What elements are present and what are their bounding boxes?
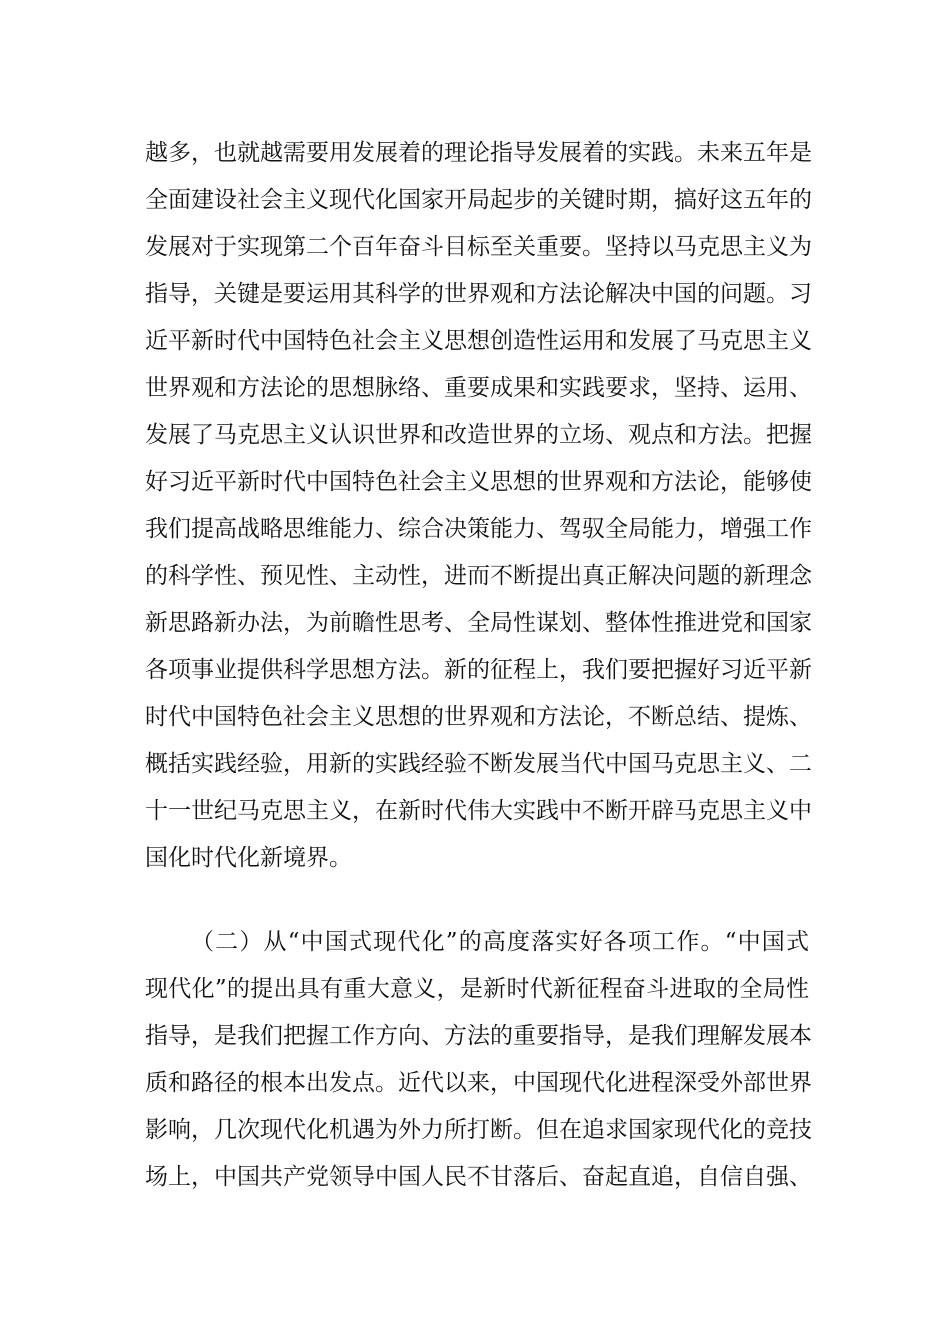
text-line: 的科学性、预见性、主动性，进而不断提出真正解决问题的新理念 bbox=[145, 563, 812, 589]
text-line: 发展了马克思主义认识世界和改造世界的立场、观点和方法。把握 bbox=[145, 422, 812, 448]
paragraph-section-two bbox=[145, 919, 812, 1201]
text-line: 越多，也就越需要用发展着的理论指导发展着的实践。未来五年是 bbox=[145, 140, 812, 166]
text-line: 指导，是我们把握工作方向、方法的重要指导，是我们理解发展本 bbox=[145, 1023, 812, 1049]
text-line: 质和路径的根本出发点。近代以来，中国现代化进程深受外部世界 bbox=[145, 1070, 812, 1096]
text-line: 我们提高战略思维能力、综合决策能力、驾驭全局能力，增强工作 bbox=[145, 516, 812, 542]
text-line: 国化时代化新境界。 bbox=[145, 845, 352, 871]
text-line: 新思路新办法，为前瞻性思考、全局性谋划、整体性推进党和国家 bbox=[145, 610, 812, 636]
text-line: 全面建设社会主义现代化国家开局起步的关键时期，搞好这五年的 bbox=[145, 187, 812, 213]
text-line: 指导，关键是要运用其科学的世界观和方法论解决中国的问题。习 bbox=[145, 281, 812, 307]
text-line: 场上，中国共产党领导中国人民不甘落后、奋起直追，自信自强、 bbox=[145, 1164, 812, 1190]
text-line: 十一世纪马克思主义，在新时代伟大实践中不断开辟马克思主义中 bbox=[145, 798, 812, 824]
text-line: 世界观和方法论的思想脉络、重要成果和实践要求，坚持、运用、 bbox=[145, 375, 812, 401]
text-line: 现代化”的提出具有重大意义，是新时代新征程奋斗进取的全局性 bbox=[145, 976, 809, 1002]
paragraph-continuation bbox=[145, 130, 812, 882]
text-line: 概括实践经验，用新的实践经验不断发展当代中国马克思主义、二 bbox=[145, 751, 812, 777]
text-line: 影响，几次现代化机遇为外力所打断。但在追求国家现代化的竞技 bbox=[145, 1117, 812, 1143]
text-line: 近平新时代中国特色社会主义思想创造性运用和发展了马克思主义 bbox=[145, 328, 812, 354]
text-line: 各项事业提供科学思想方法。新的征程上，我们要把握好习近平新 bbox=[145, 657, 812, 683]
text-line: 发展对于实现第二个百年奋斗目标至关重要。坚持以马克思主义为 bbox=[145, 234, 812, 260]
section-heading-line: （二）从“中国式现代化”的高度落实好各项工作。“中国式 bbox=[191, 929, 809, 955]
text-line: 好习近平新时代中国特色社会主义思想的世界观和方法论，能够使 bbox=[145, 469, 812, 495]
text-line: 时代中国特色社会主义思想的世界观和方法论，不断总结、提炼、 bbox=[145, 704, 812, 730]
